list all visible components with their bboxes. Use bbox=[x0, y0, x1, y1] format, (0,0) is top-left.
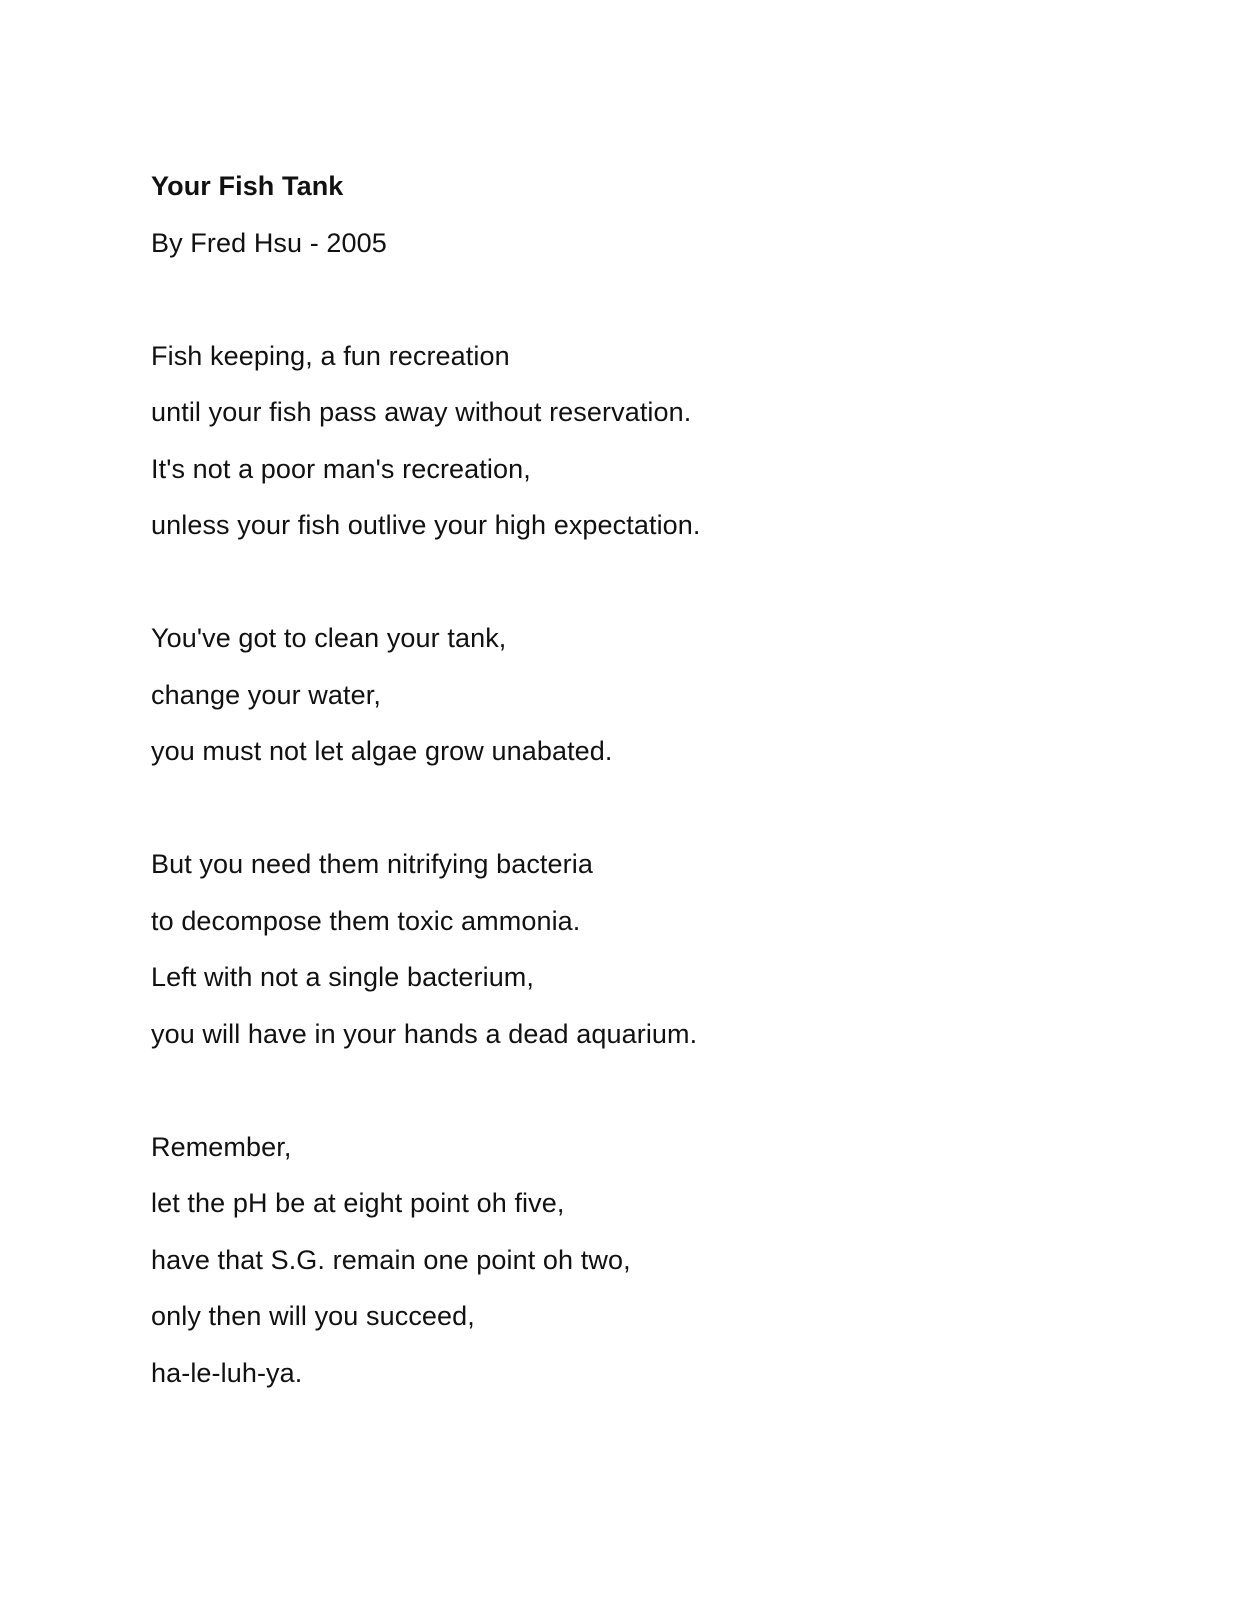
stanza-4 bbox=[151, 1119, 1051, 1402]
stanza-1 bbox=[151, 328, 1051, 554]
poem-line: You've got to clean your tank, bbox=[151, 623, 507, 653]
stanza-2 bbox=[151, 610, 1051, 780]
poem-byline: By Fred Hsu - 2005 bbox=[151, 227, 387, 258]
stanza-spacer bbox=[151, 271, 1051, 328]
poem-line: Fish keeping, a fun recreation bbox=[151, 340, 510, 371]
poem bbox=[151, 158, 1051, 1401]
poem-line: you will have in your hands a dead aquarium. bbox=[151, 1018, 698, 1049]
stanza-3 bbox=[151, 836, 1051, 1062]
stanza-spacer bbox=[151, 554, 1051, 611]
poem-line: only then will you succeed, bbox=[151, 1301, 475, 1331]
poem-line: But you need them nitrifying bacteria bbox=[151, 849, 593, 879]
poem-line: unless your fish outlive your high expectation. bbox=[151, 510, 701, 540]
poem-line: let the pH be at eight point oh five, bbox=[151, 1188, 565, 1218]
poem-line: until your fish pass away without reservation. bbox=[151, 397, 692, 427]
poem-line: It's not a poor man's recreation, bbox=[151, 453, 531, 484]
poem-title: Your Fish Tank bbox=[151, 171, 344, 201]
stanza-spacer bbox=[151, 1062, 1051, 1119]
poem-line: Left with not a single bacterium, bbox=[151, 962, 535, 992]
poem-line: Remember, bbox=[151, 1131, 292, 1162]
poem-line: have that S.G. remain one point oh two, bbox=[151, 1244, 631, 1275]
poem-line: to decompose them toxic ammonia. bbox=[151, 905, 581, 936]
stanza-spacer bbox=[151, 780, 1051, 837]
poem-line: you must not let algae grow unabated. bbox=[151, 736, 613, 766]
poem-line: change your water, bbox=[151, 679, 381, 710]
poem-line: ha-le-luh-ya. bbox=[151, 1357, 303, 1388]
